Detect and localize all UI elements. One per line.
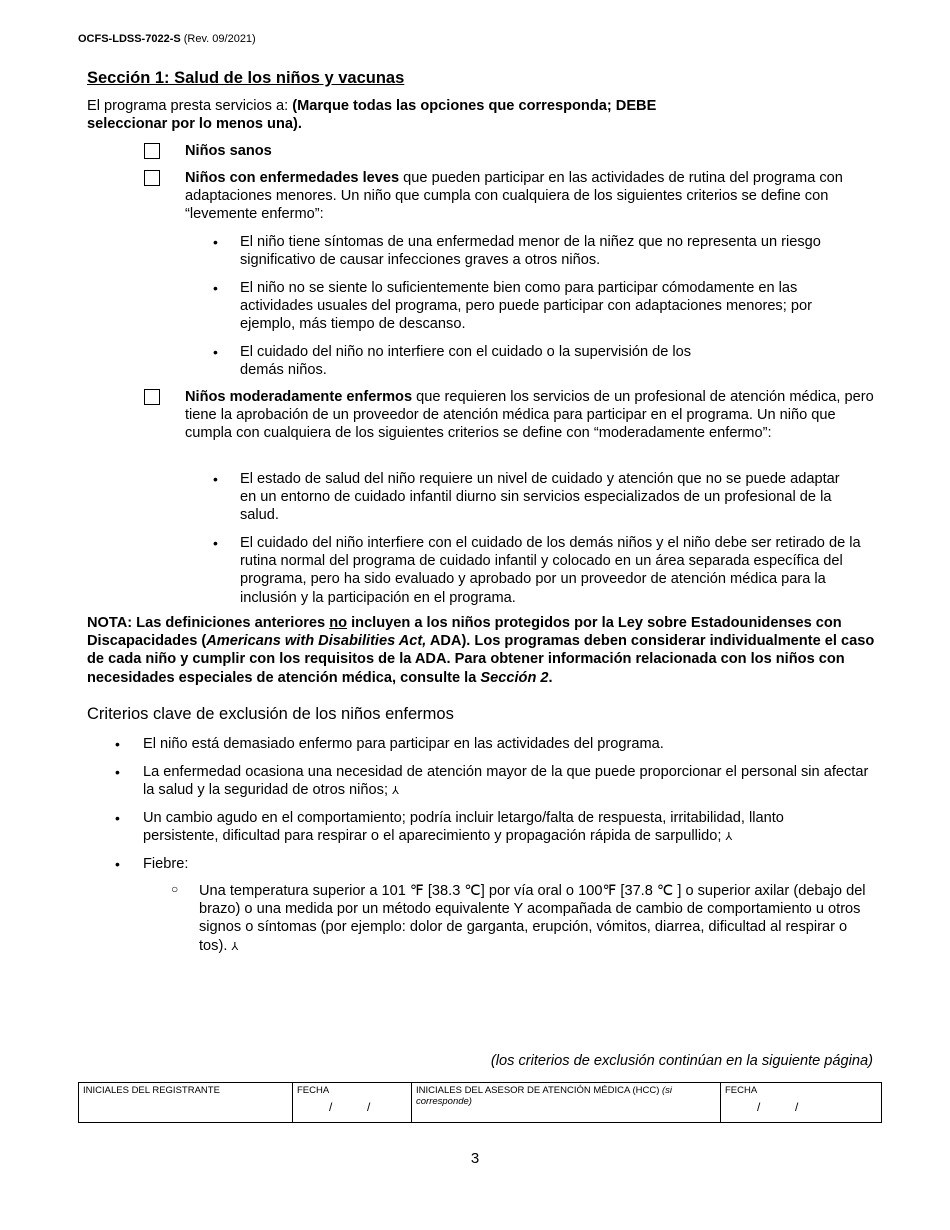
checkbox-moderately-ill[interactable] — [144, 389, 160, 405]
circle-bullet-icon: ○ — [171, 882, 179, 896]
bullet-icon: • — [115, 736, 120, 752]
form-revision: (Rev. 09/2021) — [183, 33, 256, 45]
bullet-icon: • — [213, 471, 218, 487]
moderate-bullet: El cuidado del niño interfiere con el cuidado de los demás niños y el niño debe ser retirado de la rutina normal del programa de cuidado infantil y colocado en un área separada específica del programa, pero ha sido evaluado y aprobado por un proveedor de atención médica para la inclusión y la participación en el programa. — [240, 535, 861, 606]
criteria-bullet: Fiebre: — [143, 856, 189, 872]
mild-bullet: El niño no se siente lo suficientemente bien como para participar cómodamente en las actividades usuales del programa, pero puede participar con adaptaciones menores; por ejemplo, más tiempo de descanso. — [240, 280, 812, 333]
date-slash: / — [329, 1100, 333, 1114]
page-number: 3 — [470, 1150, 480, 1167]
section-1-title: Sección 1: Salud de los niños y vacunas — [87, 69, 405, 87]
date-slash: / — [757, 1100, 761, 1114]
exclusion-criteria-title: Criterios clave de exclusión de los niños enfermos — [87, 705, 454, 723]
form-code-id: OCFS-LDSS-7022-S — [78, 33, 181, 45]
bullet-icon: • — [213, 344, 218, 360]
registrant-initials-field[interactable]: INICIALES DEL REGISTRANTE — [79, 1083, 293, 1123]
hand-symbol-icon: ⅄ — [392, 785, 399, 798]
hand-symbol-icon: ⅄ — [231, 940, 239, 953]
option-moderately-ill: Niños moderadamente enfermos que requieren los servicios de un profesional de atención médica, pero tiene la aprobación de un proveedor de atención médica para participar en el programa. Un niño que cumpla con cualquiera de los siguientes criterios se define con “moderadamente enfermo”: — [185, 389, 874, 442]
bullet-icon: • — [213, 280, 218, 296]
moderate-bullet: El estado de salud del niño requiere un nivel de cuidado y atención que no se puede adaptar en un entorno de cuidado infantil diurno sin servicios especializados de un profesional de la salud. — [240, 471, 840, 524]
hcc-initials-field[interactable]: INICIALES DEL ASESOR DE ATENCIÓN MÉDICA (HCC) (si corresponde) — [412, 1083, 721, 1123]
form-code — [78, 33, 256, 45]
signature-table — [78, 1082, 882, 1123]
date-slash: / — [795, 1100, 799, 1114]
continued-note: (los criterios de exclusión continúan en la siguiente página) — [490, 1053, 873, 1069]
checkbox-healthy-children[interactable] — [144, 143, 160, 159]
hand-symbol-icon: ⅄ — [725, 831, 733, 844]
date-field-1[interactable]: FECHA / / — [293, 1083, 412, 1123]
intro-text: El programa presta servicios a: (Marque todas las opciones que corresponda; DEBE seleccionar por lo menos una). — [87, 98, 657, 133]
date-field-2[interactable]: FECHA / / — [721, 1083, 882, 1123]
mild-bullet: El cuidado del niño no interfiere con el cuidado o la supervisión de los demás niños. — [240, 344, 692, 379]
bullet-icon: • — [115, 856, 120, 872]
option-healthy-children: Niños sanos — [185, 143, 272, 159]
checkbox-mildly-ill[interactable] — [144, 170, 160, 186]
bullet-icon: • — [213, 234, 218, 250]
bullet-icon: • — [213, 535, 218, 551]
bullet-icon: • — [115, 764, 120, 780]
ada-note: NOTA: Las definiciones anteriores no incluyen a los niños protegidos por la Ley sobre Estadounidenses con Discapacidades (Americans with Disabilities Act, ADA). Los programas deben considerar individualmente el caso de cada niño y cumplir con los requisitos de la ADA. Para obtener información relacionada con los niños con necesidades especiales de atención médica, consulte la Sección 2. — [87, 615, 875, 686]
date-slash: / — [367, 1100, 371, 1114]
mild-bullet: El niño tiene síntomas de una enfermedad menor de la niñez que no representa un riesgo significativo de causar infecciones graves a otros niños. — [240, 234, 821, 269]
option-mildly-ill: Niños con enfermedades leves que pueden participar en las actividades de rutina del programa con adaptaciones menores. Un niño que cumpla con cualquiera de los siguientes criterios se define con “levemente enfermo”: — [185, 170, 843, 223]
criteria-bullet: La enfermedad ocasiona una necesidad de atención mayor de la que puede proporcionar el personal sin afectar la salud y la seguridad de otros niños; ⅄ — [143, 764, 869, 799]
criteria-bullet: El niño está demasiado enfermo para participar en las actividades del programa. — [143, 736, 664, 752]
fever-sub-bullet: Una temperatura superior a 101 ℉ [38.3 ℃] por vía oral o 100℉ [37.8 ℃ ] o superior axilar (debajo del brazo) o una medida por un método equivalente Y acompañada de cambio de comportamiento u otros signos o síntomas (por ejemplo: dolor de garganta, erupción, vómitos, diarrea, dificultad al respirar o tos). ⅄ — [199, 883, 866, 954]
bullet-icon: • — [115, 810, 120, 826]
criteria-bullet: Un cambio agudo en el comportamiento; podría incluir letargo/falta de respuesta, irritabilidad, llanto persistente, dificultad para respirar o el aparecimiento y propagación rápida de sarpullido; ⅄ — [143, 810, 784, 845]
